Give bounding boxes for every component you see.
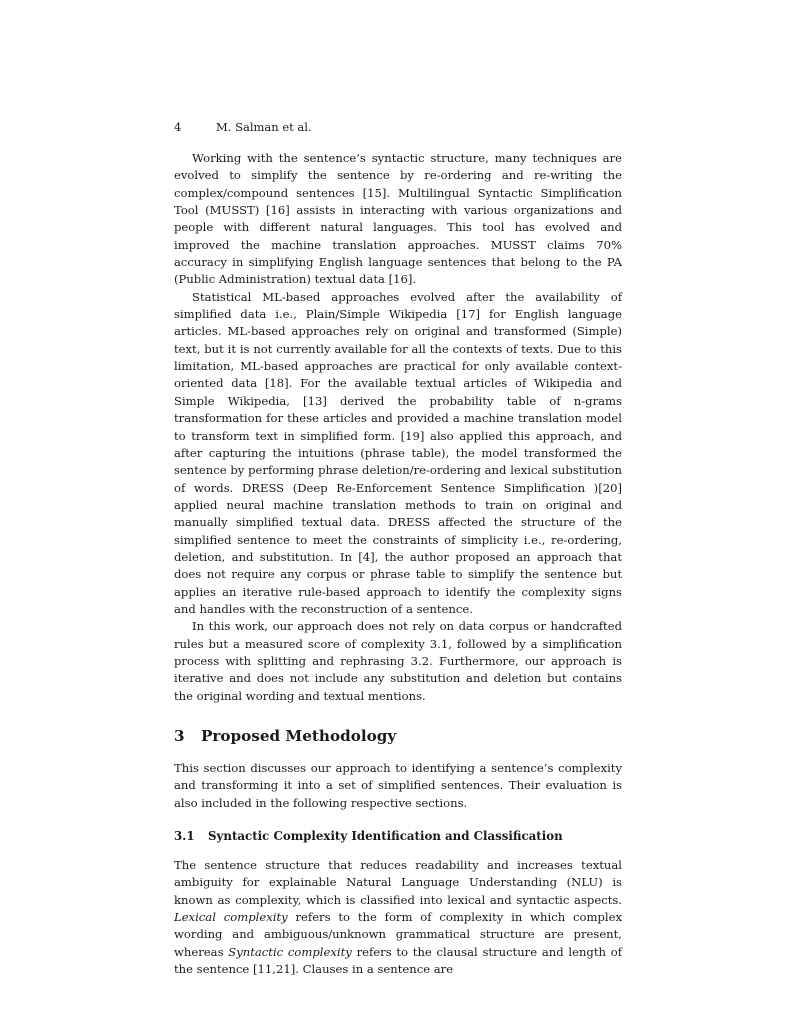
page-number: 4: [174, 120, 182, 134]
paragraph-related-work-3: In this work, our approach does not rely on data corpus or handcrafted rules but a measured score of complexity 3.1, followed by a simplification process with splitting and rephrasing 3.2. Furthermore, our approach is iterative and does not include any substitution and deletion but contains the original wording and textual mentions.: [174, 619, 622, 703]
paragraph-related-work-2: Statistical ML-based approaches evolved after the availability of simplified data i.e., Plain/Simple Wikipedia [17] for English language articles. ML-based approaches rely on original and transformed (Simple) text, but it is not currently available for all the contexts of texts. Due to this limitation, ML-based approaches are practical for only available context-oriented data [18]. For the available textual articles of Wikipedia and Simple Wikipedia, [13] derived the probability table of n-grams transformation for these articles and provided a machine translation model to transform text in simplified form. [19] also applied this approach, and after capturing the intuitions (phrase table), the model transformed the sentence by performing phrase deletion/re-ordering and lexical substitution of words. DRESS (Deep Re-Enforcement Sentence Simplification )[20] applied neural machine translation methods to train on original and manually simplified textual data. DRESS affected the structure of the simplified sentence to meet the constraints of simplicity i.e., re-ordering, deletion, and substitution. In [4], the author proposed an approach that does not require any corpus or phrase table to simplify the sentence but applies an iterative rule-based approach to identify the complexity signs and handles with the reconstruction of a sentence.: [174, 289, 622, 616]
section-number: 3: [174, 727, 185, 745]
running-head: M. Salman et al.: [216, 120, 312, 134]
subsection-paragraph: [174, 857, 622, 978]
subsection-number: 3.1: [174, 829, 195, 844]
body-text: [174, 150, 622, 978]
term-syntactic-complexity: Syntactic complexity: [228, 944, 352, 959]
paragraph-text-part: refers to the clausal structure and length of the sentence [11,21]. Clauses in a sentence are: [174, 944, 623, 977]
section-title: Proposed Methodology: [201, 727, 397, 745]
subsection-title: Syntactic Complexity Identification and Classification: [208, 829, 563, 844]
section-intro-paragraph: This section discusses our approach to identifying a sentence’s complexity and transforming it into a set of simplified sentences. Their evaluation is also included in the following respective sections.: [174, 761, 622, 810]
section-heading: [174, 726, 622, 746]
subsection-heading: [174, 828, 622, 845]
paragraph-text-part: The sentence structure that reduces readability and increases textual ambiguity for explainable Natural Language Understanding (NLU) is known as complexity, which is classified into lexical and syntactic aspects.: [174, 858, 622, 907]
running-header: [174, 119, 312, 135]
paragraph-related-work-1: Working with the sentence’s syntactic structure, many techniques are evolved to simplify the sentence by re-ordering and re-writing the complex/compound sentences [15]. Multilingual Syntactic Simplification Tool (MUSST) [16] assists in interacting with various organizations and people with different natural languages. This tool has evolved and improved the machine translation approaches. MUSST claims 70% accuracy in simplifying English language sentences that belong to the PA (Public Administration) textual data [16].: [174, 151, 622, 287]
paragraph-text-part: refers to the form of complexity in which complex wording and ambiguous/unknown grammatical structure are present, whereas: [174, 910, 622, 959]
term-lexical-complexity: Lexical complexity: [174, 910, 288, 925]
